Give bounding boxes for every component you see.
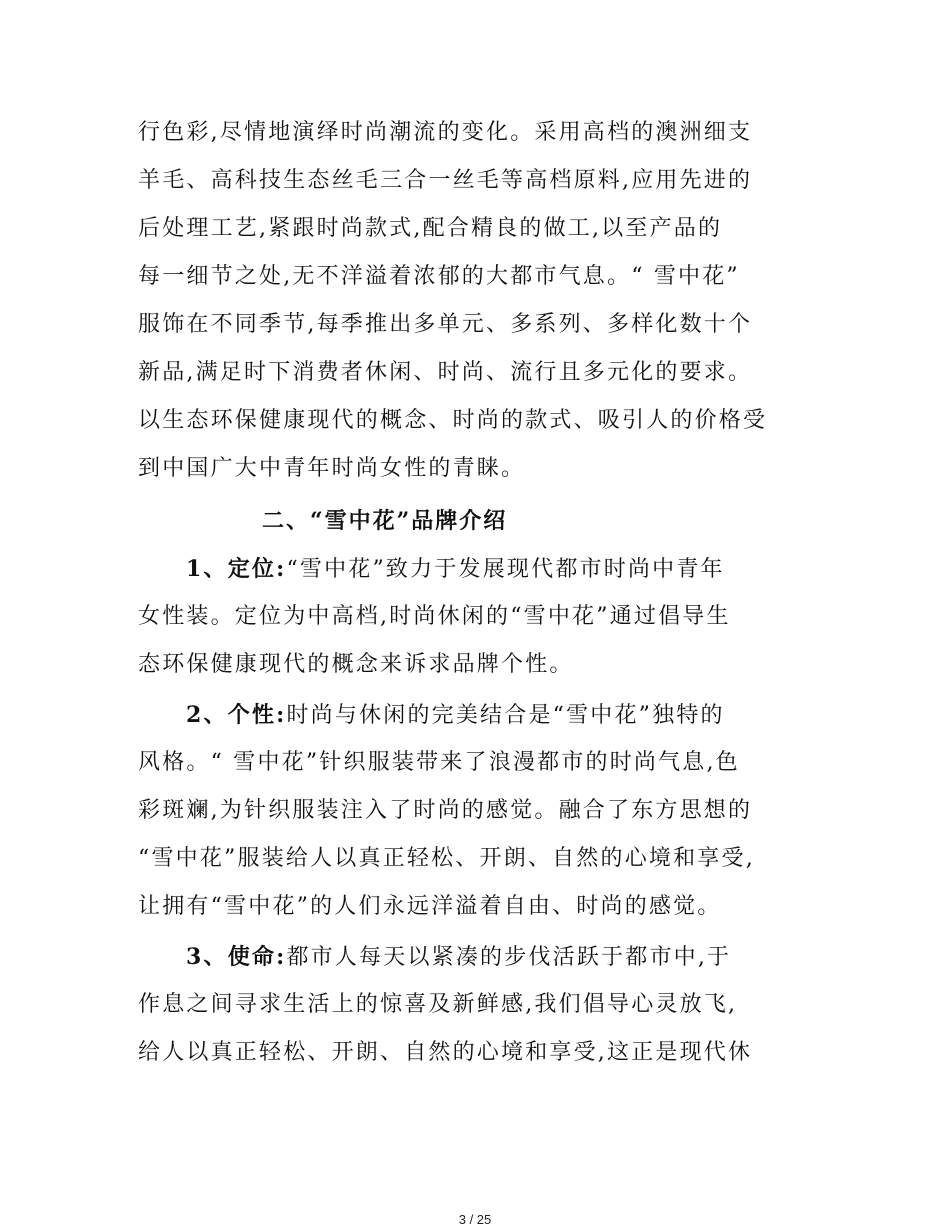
- body-text-line: 让拥有“雪中花”的人们永远洋溢着自由、时尚的感觉。: [138, 894, 722, 919]
- item-label: 2、个性:: [186, 702, 287, 728]
- section-heading: 二、“雪中花”品牌介绍: [262, 508, 508, 534]
- body-text-line: 后处理工艺,紧跟时尚款式,配合精良的做工,以至产品的: [138, 216, 723, 241]
- item-text: “雪中花”致力于发展现代都市时尚中青年: [286, 557, 725, 582]
- item-personality: [186, 700, 725, 731]
- item-text: 时尚与休闲的完美结合是“雪中花”独特的: [286, 703, 725, 728]
- item-label: 1、定位:: [186, 556, 287, 582]
- item-label: 3、使命:: [186, 944, 287, 970]
- body-text-line: 态环保健康现代的概念来诉求品牌个性。: [138, 652, 574, 677]
- item-positioning: [186, 554, 725, 585]
- body-text-line: 羊毛、高科技生态丝毛三合一丝毛等高档原料,应用先进的: [138, 168, 753, 193]
- body-text-line: “雪中花”服装给人以真正轻松、开朗、自然的心境和享受,: [138, 846, 755, 871]
- body-text-line: 作息之间寻求生活上的惊喜及新鲜感,我们倡导心灵放飞,: [138, 992, 738, 1017]
- item-mission: [186, 942, 731, 973]
- body-text-line: 女性装。定位为中高档,时尚休闲的“雪中花”通过倡导生: [138, 604, 731, 629]
- body-text-line: 彩斑斓,为针织服装注入了时尚的感觉。融合了东方思想的: [138, 798, 753, 823]
- body-text-line: 以生态环保健康现代的概念、时尚的款式、吸引人的价格受: [138, 408, 768, 433]
- body-text-line: 服饰在不同季节,每季推出多单元、多系列、多样化数十个: [138, 312, 753, 337]
- body-text-line: 行色彩,尽情地演绎时尚潮流的变化。采用高档的澳洲细支: [138, 120, 753, 145]
- body-text-line: 给人以真正轻松、开朗、自然的心境和享受,这正是现代休: [138, 1040, 753, 1065]
- body-text-line: 到中国广大中青年时尚女性的青睐。: [138, 456, 526, 481]
- body-text-line: 每一细节之处,无不洋溢着浓郁的大都市气息。“ 雪中花”: [138, 264, 740, 289]
- item-text: 都市人每天以紧凑的步伐活跃于都市中,于: [286, 945, 732, 970]
- body-text-line: 新品,满足时下消费者休闲、时尚、流行且多元化的要求。: [138, 360, 753, 385]
- body-text-line: 风格。“ 雪中花”针织服装带来了浪漫都市的时尚气息,色: [138, 750, 740, 775]
- page-indicator: 3 / 25: [458, 1212, 492, 1227]
